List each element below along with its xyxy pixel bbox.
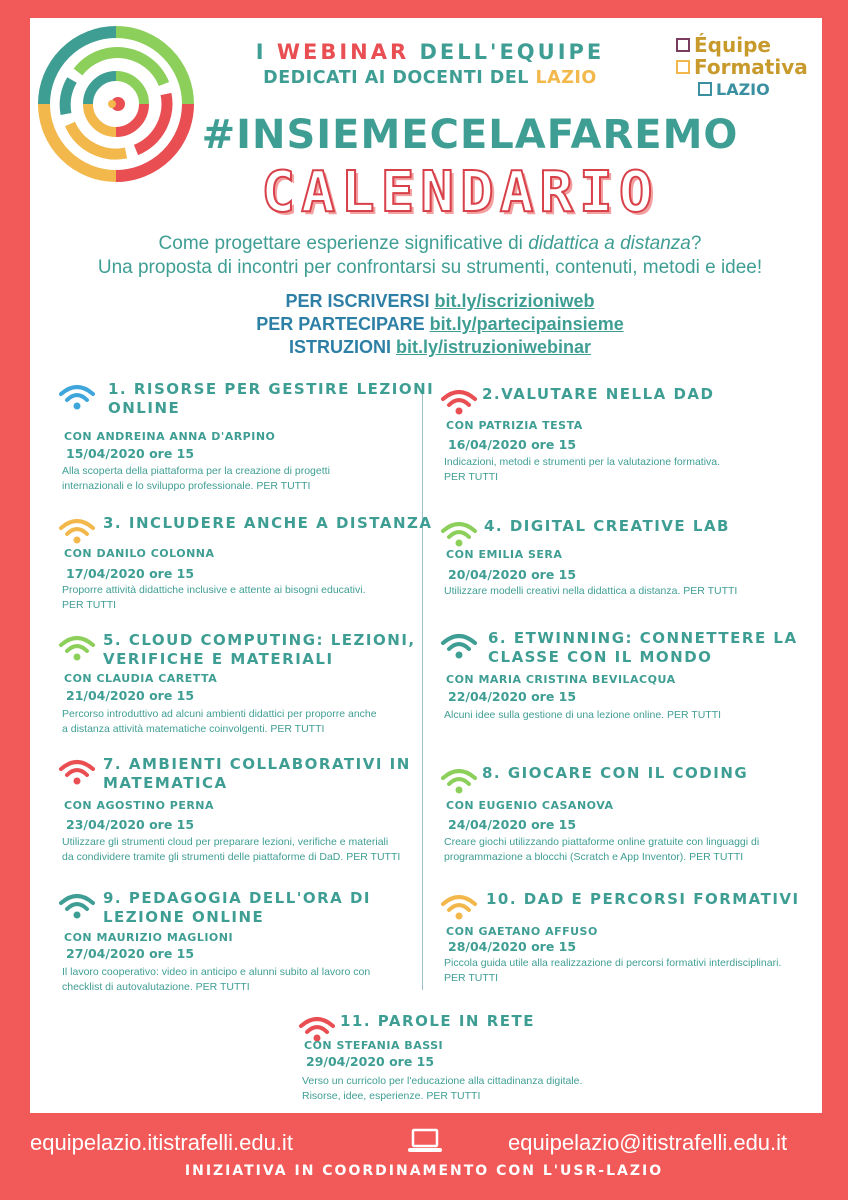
webinar-speaker: CON DANILO COLONNA — [64, 547, 215, 560]
webinar-title-cont: VERIFICHE E MATERIALI — [103, 650, 334, 668]
wifi-icon — [440, 519, 478, 549]
webinar-title: 1. RISORSE PER GESTIRE LEZIONI — [108, 380, 435, 398]
webinar-card — [440, 515, 830, 625]
webinar-date: 23/04/2020 ore 15 — [66, 817, 195, 832]
wifi-icon — [440, 766, 478, 796]
target-logo-icon — [36, 24, 196, 184]
wifi-icon — [58, 891, 96, 921]
wifi-icon — [440, 892, 478, 922]
subscribe-link[interactable]: bit.ly/iscrizioniweb — [434, 291, 595, 311]
webinar-date: 24/04/2020 ore 15 — [448, 817, 577, 832]
webinar-desc: Verso un curricolo per l'educazione alla cittadinanza digitale. — [302, 1075, 583, 1087]
webinar-title: 11. PAROLE IN RETE — [340, 1012, 535, 1030]
webinar-desc: Percorso introduttivo ad alcuni ambienti didattici per proporre anche — [62, 708, 377, 720]
webinar-title: 8. GIOCARE CON IL CODING — [482, 764, 749, 782]
webinar-desc-cont: PER TUTTI — [444, 972, 499, 984]
webinar-desc: Alcuni idee sulla gestione di una lezione online. PER TUTTI — [444, 709, 722, 721]
webinar-card — [440, 762, 830, 872]
webinar-desc-cont: checklist di autovalutazione. PER TUTTI — [62, 981, 250, 993]
webinar-card — [58, 378, 458, 492]
webinar-speaker: CON MAURIZIO MAGLIONI — [64, 931, 234, 944]
link-row: PER PARTECIPARE bit.ly/partecipainsieme — [256, 314, 624, 334]
webinar-desc: Utilizzare modelli creativi nella didattica a distanza. PER TUTTI — [444, 585, 738, 597]
webinar-desc: Piccola guida utile alla realizzazione di percorsi formativi interdisciplinari. — [444, 957, 782, 969]
link-row: PER ISCRIVERSI bit.ly/iscrizioniweb — [285, 291, 595, 311]
square-icon — [676, 38, 690, 52]
webinar-date: 21/04/2020 ore 15 — [66, 688, 195, 703]
instructions-link[interactable]: bit.ly/istruzioniwebinar — [395, 337, 592, 357]
equipe-brand: Équipe Formativa LAZIO — [676, 34, 808, 100]
webinar-card — [58, 512, 458, 622]
wifi-icon — [58, 382, 96, 412]
webinar-title: 9. PEDAGOGIA DELL'ORA DI — [103, 889, 372, 907]
square-icon — [676, 60, 690, 74]
webinar-desc: Proporre attività didattiche inclusive e attente ai bisogni educativi. — [62, 584, 366, 596]
laptop-icon — [408, 1128, 442, 1154]
webinar-date: 16/04/2020 ore 15 — [448, 437, 577, 452]
webinar-date: 27/04/2020 ore 15 — [66, 946, 195, 961]
square-icon — [698, 82, 712, 96]
webinar-card — [58, 887, 458, 997]
webinar-date: 22/04/2020 ore 15 — [448, 689, 577, 704]
webinar-title-cont: LEZIONE ONLINE — [103, 908, 265, 926]
header-line-1: I WEBINAR DELL'EQUIPE — [255, 40, 605, 64]
webinar-speaker: CON CLAUDIA CARETTA — [64, 672, 218, 685]
webinar-card — [58, 753, 458, 863]
footer-website[interactable]: equipelazio.itistrafelli.edu.it — [30, 1130, 293, 1155]
webinar-date: 29/04/2020 ore 15 — [306, 1054, 435, 1069]
webinar-speaker: CON STEFANIA BASSI — [304, 1039, 444, 1052]
link-row: ISTRUZIONI bit.ly/istruzioniwebinar — [288, 337, 592, 357]
webinar-speaker: CON GAETANO AFFUSO — [446, 925, 598, 938]
footer-email[interactable]: equipelazio@itistrafelli.edu.it — [508, 1130, 788, 1155]
webinar-title: 7. AMBIENTI COLLABORATIVI IN — [103, 755, 411, 773]
intro-text: Come progettare esperienze significative di didattica a distanza? Una proposta di incontri per confrontarsi su strumenti, contenuti, metodi e idee! — [97, 233, 763, 278]
webinar-title: 4. DIGITAL CREATIVE LAB — [484, 517, 730, 535]
webinar-title: 10. DAD E PERCORSI FORMATIVI — [486, 890, 800, 908]
webinar-title-cont: MATEMATICA — [103, 774, 228, 792]
webinar-date: 15/04/2020 ore 15 — [66, 446, 195, 461]
webinar-desc: Utilizzare gli strumenti cloud per preparare lezioni, verifiche e materiali — [62, 836, 389, 848]
webinar-speaker: CON PATRIZIA TESTA — [446, 419, 583, 432]
header-line-2: DEDICATI AI DOCENTI DEL LAZIO — [263, 68, 597, 88]
webinar-desc-cont: PER TUTTI — [444, 471, 499, 483]
webinar-desc-cont: internazionali e lo sviluppo professionale. PER TUTTI — [62, 480, 311, 492]
webinar-desc: Il lavoro cooperativo: video in anticipo e alunni subito al lavoro con — [62, 966, 371, 978]
webinar-desc-cont: Risorse, idee, esperienze. PER TUTTI — [302, 1090, 481, 1102]
webinar-title-cont: CLASSE CON IL MONDO — [488, 648, 713, 666]
webinar-card — [440, 888, 830, 998]
webinar-date: 17/04/2020 ore 15 — [66, 566, 195, 581]
webinar-card — [440, 383, 830, 493]
webinar-desc-cont: programmazione a blocchi (Scratch e App Inventor). PER TUTTI — [444, 851, 744, 863]
webinar-speaker: CON MARIA CRISTINA BEVILACQUA — [446, 673, 676, 686]
wifi-icon — [58, 633, 96, 663]
wifi-icon — [58, 516, 96, 546]
wifi-icon — [440, 631, 478, 661]
webinar-date: 28/04/2020 ore 15 — [448, 939, 577, 954]
webinar-desc: Creare giochi utilizzando piattaforme online gratuite con linguaggi di — [444, 836, 760, 848]
webinar-desc: Indicazioni, metodi e strumenti per la valutazione formativa. — [444, 456, 721, 468]
webinar-speaker: CON EUGENIO CASANOVA — [446, 799, 614, 812]
webinar-title: 3. INCLUDERE ANCHE A DISTANZA — [103, 514, 433, 532]
webinar-speaker: CON AGOSTINO PERNA — [64, 799, 215, 812]
webinar-desc-cont: a distanza attività matematiche coinvolgenti. PER TUTTI — [62, 723, 325, 735]
calendario-title: CALENDARIO — [261, 160, 659, 225]
webinar-desc-cont: PER TUTTI — [62, 599, 117, 611]
webinar-title: 2.VALUTARE NELLA DAD — [482, 385, 715, 403]
participate-link[interactable]: bit.ly/partecipainsieme — [429, 314, 624, 334]
webinar-card — [58, 629, 458, 739]
webinar-desc: Alla scoperta della piattaforma per la creazione di progetti — [62, 465, 330, 477]
webinar-speaker: CON EMILIA SERA — [446, 548, 563, 561]
hashtag-title: #INSIEMECELAFAREMO — [201, 112, 739, 158]
webinar-title-cont: ONLINE — [108, 399, 181, 417]
webinar-date: 20/04/2020 ore 15 — [448, 567, 577, 582]
wifi-icon — [440, 387, 478, 417]
webinar-desc-cont: da condividere tramite gli strumenti delle piattaforme di DaD. PER TUTTI — [62, 851, 401, 863]
wifi-icon — [58, 757, 96, 787]
links-block — [180, 290, 700, 359]
webinar-card — [298, 1010, 698, 1120]
webinar-title: 5. CLOUD COMPUTING: LEZIONI, — [103, 631, 416, 649]
webinar-card — [440, 627, 830, 737]
footer-note: INIZIATIVA IN COORDINAMENTO CON L'USR-LAZIO — [184, 1163, 664, 1179]
webinar-title: 6. ETWINNING: CONNETTERE LA — [488, 629, 798, 647]
webinar-speaker: CON ANDREINA ANNA D'ARPINO — [64, 430, 276, 443]
